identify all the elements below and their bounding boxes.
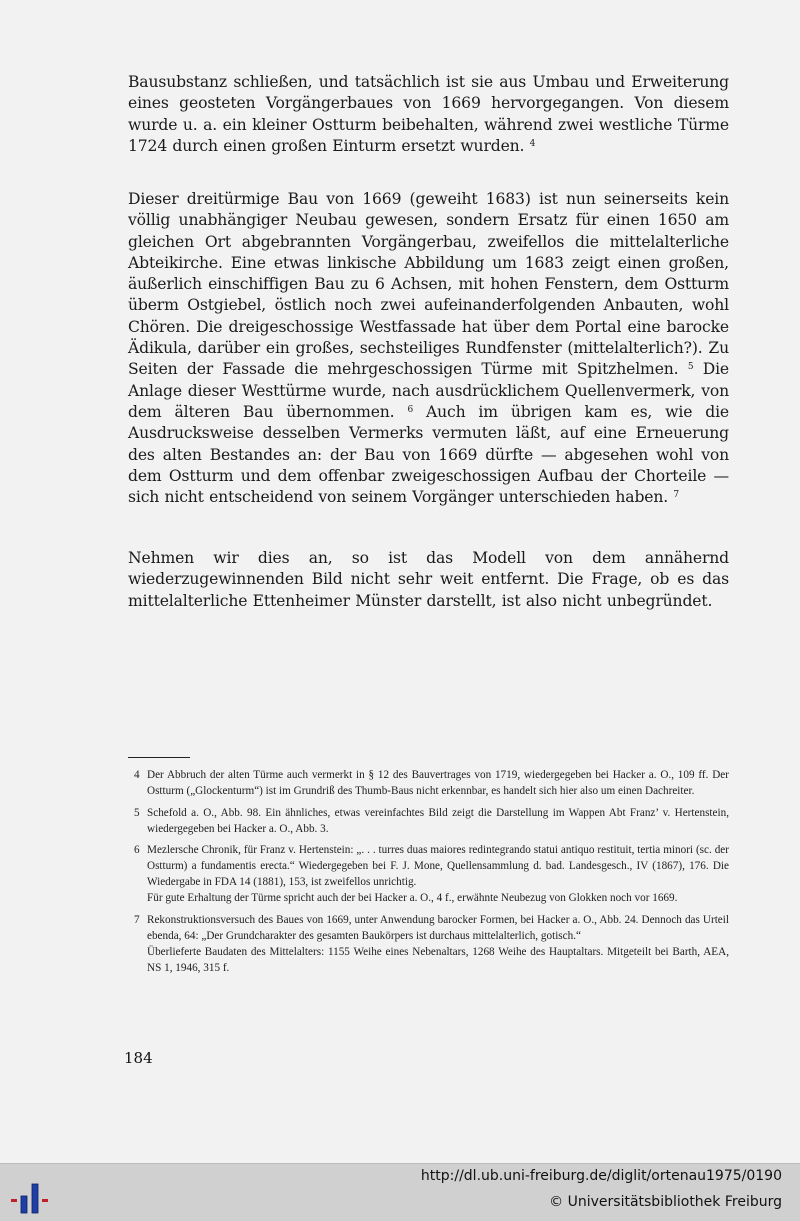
footnote-6 — [128, 842, 729, 906]
body-paragraph-3 — [128, 548, 729, 612]
paragraph — [128, 548, 729, 612]
viewer-footer — [0, 1163, 800, 1221]
footnote-4 — [128, 767, 729, 799]
footnote-text: Überlieferte Baudaten des Mittelalters: 1155 Weihe eines Nebenaltars, 1268 Weihe des Hauptaltars. Mitgeteilt bei Barth, AEA, NS 1, 1946, 315 f. — [147, 945, 729, 974]
footnotes — [128, 767, 729, 981]
footnote-text: Schefold a. O., Abb. 98. Ein ähnliches, etwas vereinfachtes Bild zeigt die Darstellung im Wappen Abt Franz’ v. Hertenstein, wiedergegeben bei Hacker a. O., Abb. 3. — [147, 806, 729, 835]
footnote-number: 5 — [134, 806, 140, 819]
footnote-reference[interactable]: 7 — [673, 490, 679, 501]
footnote-5 — [128, 805, 729, 837]
footnote-reference[interactable]: 5 — [687, 362, 694, 373]
footnote-text: Mezlersche Chronik, für Franz v. Hertenstein: „. . . turres duas maiores redintegrando statui antiquo restituit, tertia minori (sc. der Ostturm) a fundamentis erecta.“ Wiedergegeben bei F. J. Mone, Quellensammlung d. bad. Landesgesch., IV (1867), 176. Die Wiedergabe in FDA 14 (1881), 153, ist zweifellos unrichtig. — [147, 844, 729, 888]
paragraph — [128, 72, 729, 157]
page-number: 184 — [124, 1049, 153, 1067]
footnote-7 — [128, 912, 729, 976]
body-paragraph-1 — [128, 72, 729, 157]
logo-dash-right — [42, 1199, 48, 1202]
footnote-number: 4 — [134, 769, 140, 781]
footnote-text: Der Abbruch der alten Türme auch vermerkt in § 12 des Bauvertrages von 1719, wiedergegeben bei Hacker a. O., 109 ff. Der Ostturm („Glockenturm“) ist im Grundriß des Thumb-Baus nicht erkennbar, es handelt sich hier also um einen Dachreiter. — [147, 769, 729, 797]
text-run: Auch im übrigen kam es, wie die Ausdrucksweise desselben Vermerks vermuten läßt, auf eine Erneuerung des alten Bestandes an: der Bau von 1669 dürfte — abgesehen wohl von dem Ostturm und dem offenbar zweigeschossigen Aufbau der Chorteile — sich nicht entscheidend von seinem Vorgänger unterschieden haben. — [128, 402, 729, 507]
footnote-reference[interactable]: 6 — [407, 404, 414, 415]
logo-dash-left — [11, 1199, 17, 1202]
ub-freiburg-logo-icon[interactable] — [9, 1172, 51, 1214]
footnote-reference[interactable]: 4 — [529, 138, 536, 149]
body-paragraph-2 — [128, 189, 729, 508]
paragraph — [128, 189, 729, 508]
permalink-url[interactable]: http://dl.ub.uni-freiburg.de/diglit/ortenau1975/0190 — [420, 1168, 782, 1184]
copyright-notice: © Universitätsbibliothek Freiburg — [549, 1194, 782, 1210]
footnote-number: 6 — [134, 844, 140, 856]
logo-bar-tall — [32, 1184, 38, 1213]
logo-bar-short — [21, 1196, 27, 1213]
text-run: Dieser dreitürmige Bau von 1669 (geweiht 1683) ist nun seinerseits kein völlig unabhängiger Neubau gewesen, sondern Ersatz für einen 1650 am gleichen Ort abgebrannten Vorgängerbau, zweifellos die mittelalterliche Abteikirche. Eine etwas linkische Abbildung um 1683 zeigt einen großen, äußerlich einschiffigen Bau zu 6 Achsen, mit hohen Fenstern, dem Ostturm überm Ostgiebel, östlich noch zwei aufeinanderfolgenden Anbauten, wohl Chören. Die dreigeschossige Westfassade hat über dem Portal eine barocke Ädikula, darüber ein großes, sechsteiliges Rundfenster (mittelalterlich?). Zu Seiten der Fassade die mehrgeschossigen Türme mit Spitzhelmen. — [128, 190, 729, 379]
footnote-separator-rule — [128, 757, 190, 758]
footnote-text: Rekonstruktionsversuch des Baues von 1669, unter Anwendung barocker Formen, bei Hacker a. O., Abb. 24. Dennoch das Urteil ebenda, 64: „Der Grundcharakter des gesamten Baukörpers ist durchaus mittelalterlich, gotisch.“ — [147, 913, 729, 942]
text-run: Bausubstanz schließen, und tatsächlich ist sie aus Umbau und Erweiterung eines geosteten Vorgängerbaues von 1669 hervorgegangen. Von diesem wurde u. a. ein kleiner Ostturm beibehalten, während zwei westliche Türme 1724 durch einen großen Einturm ersetzt wurden. — [128, 73, 729, 155]
footnote-number: 7 — [134, 913, 140, 926]
text-run: Die Anlage dieser Westtürme wurde, nach ausdrücklichem Quellenvermerk, von dem älteren Bau übernommen. — [128, 360, 729, 421]
footnote-text: Für gute Erhaltung der Türme spricht auch der bei Hacker a. O., 4 f., erwähnte Neubezug von Glokken noch vor 1669. — [147, 892, 678, 904]
text-run: Nehmen wir dies an, so ist das Modell von dem annähernd wiederzugewinnenden Bild nicht sehr weit entfernt. Die Frage, ob es das mittelalterliche Ettenheimer Münster darstellt, ist also nicht unbegründet. — [128, 549, 729, 610]
